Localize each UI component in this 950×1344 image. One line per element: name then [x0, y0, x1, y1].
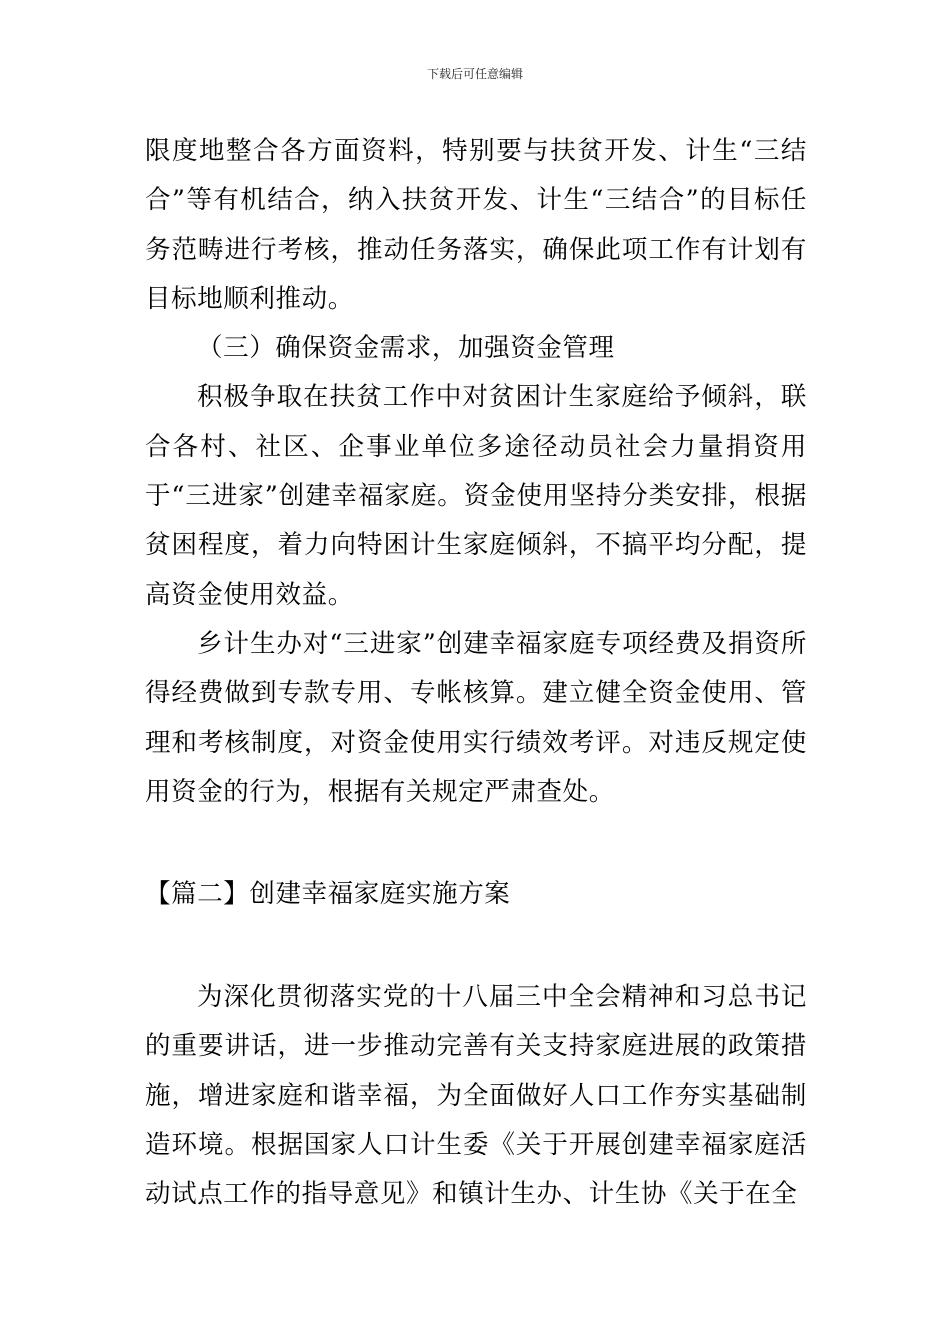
- section-heading-funds: （三）确保资金需求，加强资金管理: [197, 333, 615, 364]
- paragraph-continued: 限度地整合各方面资料，特别要与扶贫开发、计生“三结合”等有机结合，纳入扶贫开发、计生“三结合”的目标任务范畴进行考核，推动任务落实，确保此项工作有计划有目标地顺利推动。: [145, 136, 807, 314]
- section-two-body: [145, 973, 807, 1219]
- paragraph-intro: 为深化贯彻落实党的十八届三中全会精神和习总书记的重要讲话，进一步推动完善有关支持家庭进展的政策措施，增进家庭和谐幸福，为全面做好人口工作夯实基础制造环境。根据国家人口计生委《关于开展创建幸福家庭活动试点工作的指导意见》和镇计生办、计生协《关于在全: [145, 982, 807, 1210]
- paragraph-management: 乡计生办对“三进家”创建幸福家庭专项经费及捐资所得经费做到专款专用、专帐核算。建立健全资金使用、管理和考核制度，对资金使用实行绩效考评。对违反规定使用资金的行为，根据有关规定严肃查处。: [145, 628, 807, 807]
- section-one-body: [145, 127, 807, 817]
- page-header-note: 下载后可任意编辑: [426, 67, 523, 81]
- paragraph-funds: 积极争取在扶贫工作中对贫困计生家庭给予倾斜，联合各村、社区、企事业单位多途径动员社会力量捐资用于“三进家”创建幸福家庭。资金使用坚持分类安排，根据贫困程度，着力向特困计生家庭倾斜，不搞平均分配，提高资金使用效益。: [145, 382, 807, 610]
- chapter-title: 【篇二】创建幸福家庭实施方案: [145, 879, 511, 909]
